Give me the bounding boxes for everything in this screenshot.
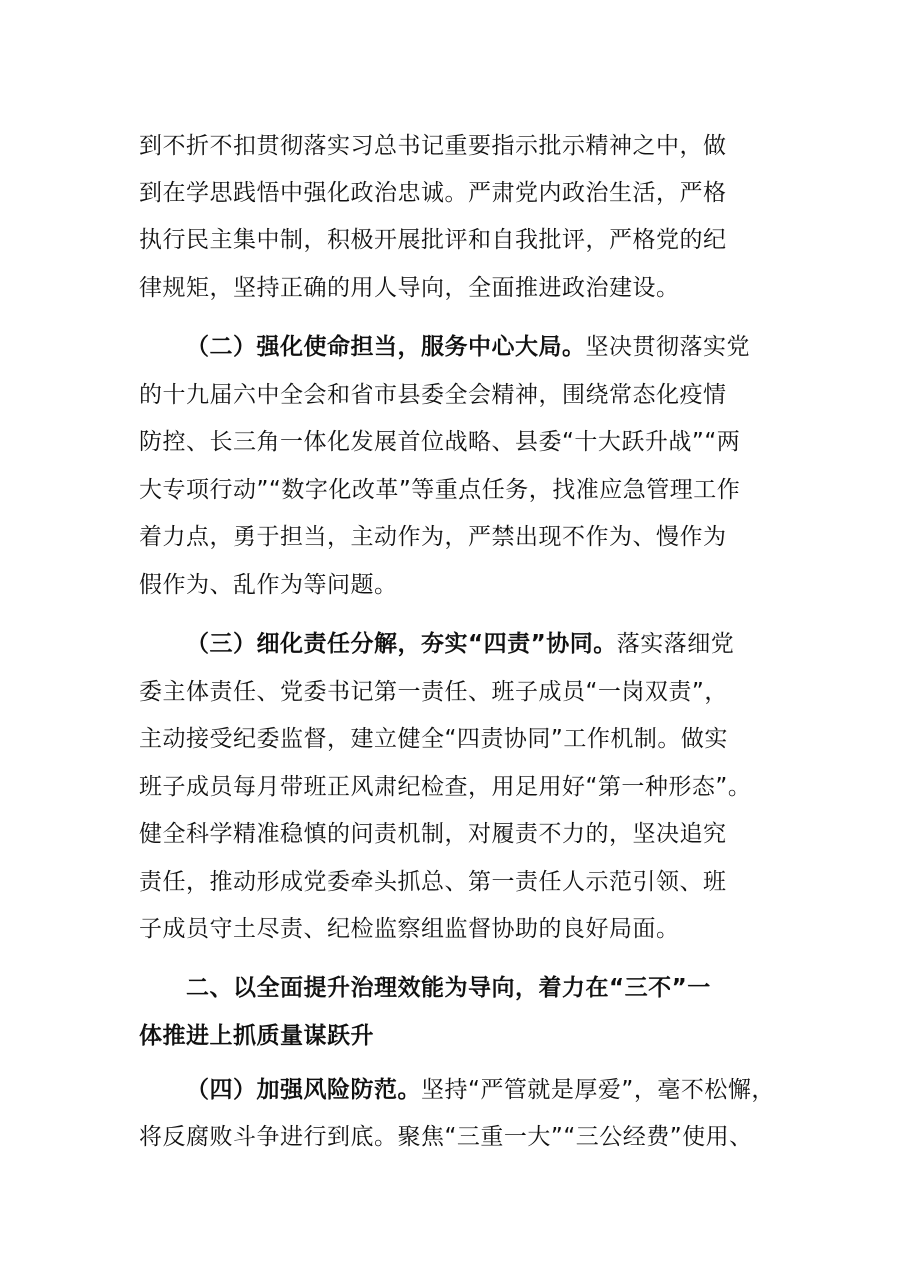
line-text: 假作为、乱作为等问题。 (139, 572, 398, 598)
body-line (139, 771, 789, 803)
line-text: 将反腐败斗争进行到底。聚焦“三重一大”“三公经费”使用、 (139, 1124, 753, 1150)
body-line (139, 379, 789, 411)
body-line (139, 913, 789, 945)
line-text: 健全科学精准稳慎的问责机制，对履责不力的，坚决追究 (139, 821, 727, 847)
line-text: 坚决贯彻落实党 (585, 334, 750, 360)
chapter-heading (186, 972, 789, 1004)
line-text: 大专项行动”“数字化改革”等重点任务，找准应急管理工作 (139, 477, 741, 503)
line-text: 子成员守土尽责、纪检监察组监督协助的良好局面。 (139, 916, 680, 942)
body-line (139, 1121, 789, 1153)
line-text: 律规矩，坚持正确的用人导向，全面推进政治建设。 (139, 275, 680, 301)
section-heading-4 (186, 1074, 789, 1106)
line-text: 执行民主集中制，积极开展批评和自我批评，严格党的纪 (139, 227, 727, 253)
body-line (139, 569, 789, 601)
body-line (139, 521, 789, 553)
body-line (139, 224, 789, 256)
line-text: 坚持“严管就是厚爱”，毫不松懈， (421, 1077, 775, 1103)
line-text: 的十九届六中全会和省市县委全会精神，围绕常态化疫情 (139, 382, 727, 408)
line-text: 班子成员每月带班正风肃纪检查，用足用好“第一种形态”。 (139, 774, 752, 800)
body-line (139, 272, 789, 304)
body-line (139, 426, 789, 458)
body-line (139, 474, 789, 506)
section-heading-3 (186, 628, 789, 660)
chapter-heading-continued (139, 1020, 789, 1052)
line-text: 主动接受纪委监督，建立健全“四责协同”工作机制。做实 (139, 726, 728, 752)
body-line (139, 723, 789, 755)
body-line (139, 130, 789, 162)
line-text: 到不折不扣贯彻落实习总书记重要指示批示精神之中，做 (139, 133, 727, 159)
chapter-title: 二、以全面提升治理效能为导向，着力在“三不”一 (186, 975, 711, 1001)
line-text: 落实落细党 (616, 631, 735, 657)
line-text: 责任，推动形成党委牵头抓总、第一责任人示范引领、班 (139, 869, 727, 895)
section-title: （四）加强风险防范。 (186, 1077, 421, 1103)
line-text: 委主体责任、党委书记第一责任、班子成员“一岗双责”， (139, 679, 728, 705)
section-title: （二）强化使命担当，服务中心大局。 (186, 334, 586, 360)
body-line (139, 177, 789, 209)
section-title: （三）细化责任分解，夯实“四责”协同。 (186, 631, 617, 657)
line-text: 到在学思践悟中强化政治忠诚。严肃党内政治生活，严格 (139, 180, 727, 206)
line-text: 着力点，勇于担当，主动作为，严禁出现不作为、慢作为 (139, 524, 727, 550)
chapter-title: 体推进上抓质量谋跃升 (139, 1023, 374, 1049)
line-text: 防控、长三角一体化发展首位战略、县委“十大跃升战”“两 (139, 429, 741, 455)
section-heading-2 (186, 331, 789, 363)
body-line (139, 866, 789, 898)
body-line (139, 818, 789, 850)
body-line (139, 676, 789, 708)
